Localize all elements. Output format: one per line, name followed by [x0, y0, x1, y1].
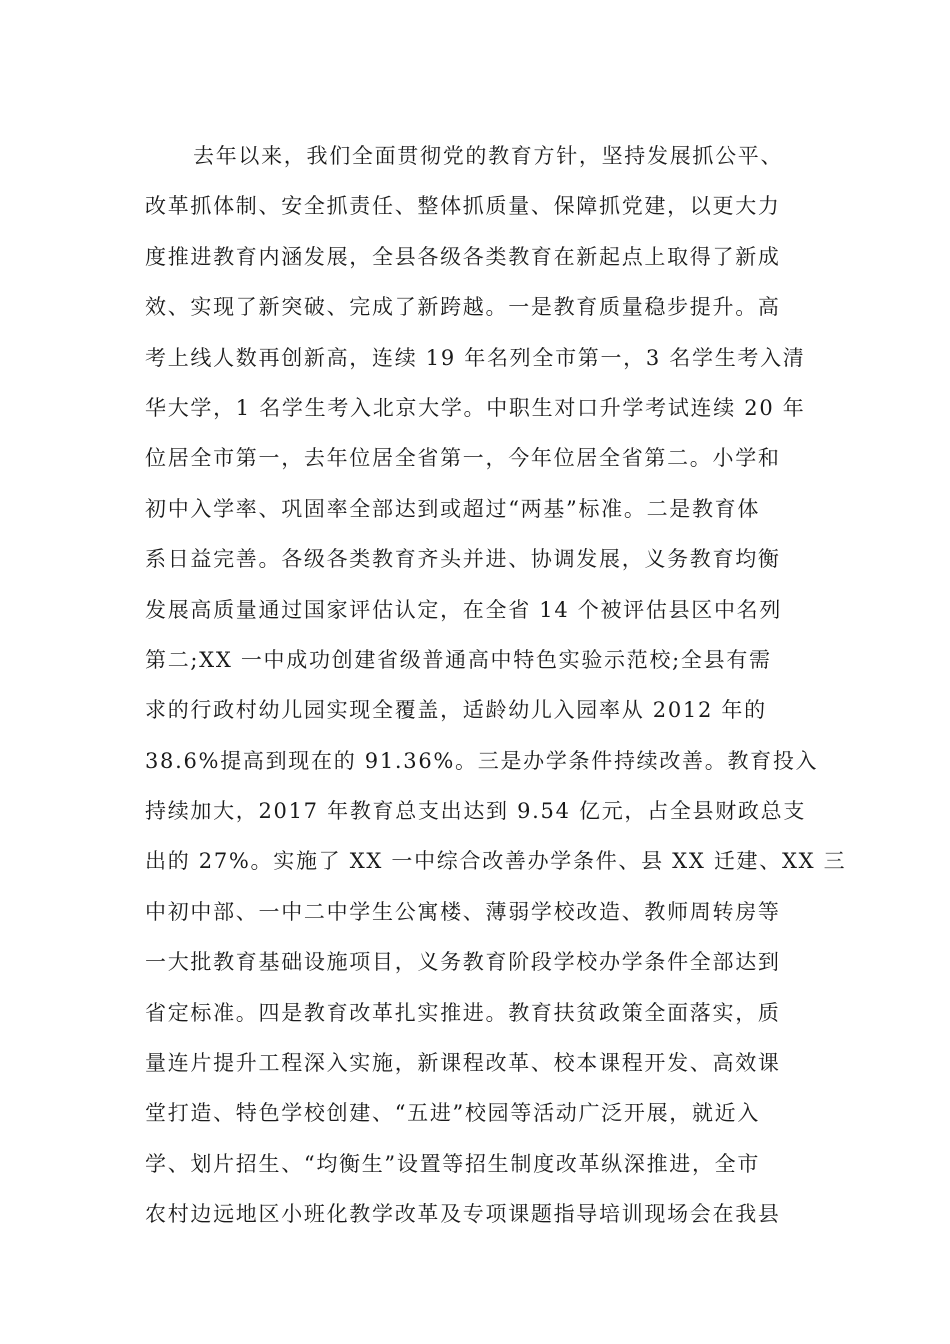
- paragraph-line: 量连片提升工程深入实施，新课程改革、校本课程开发、高效课: [145, 1051, 781, 1076]
- paragraph-line: 出的 27%。实施了 XX 一中综合改善办学条件、县 XX 迁建、XX 三: [145, 849, 847, 874]
- paragraph-line: 省定标准。四是教育改革扎实推进。教育扶贫政策全面落实，质: [145, 1000, 781, 1025]
- paragraph-line: 效、实现了新突破、完成了新跨越。一是教育质量稳步提升。高: [145, 295, 781, 320]
- paragraph-line: 堂打造、特色学校创建、“五进”校园等活动广泛开展，就近入: [145, 1101, 761, 1126]
- paragraph-line: 系日益完善。各级各类教育齐头并进、协调发展，义务教育均衡: [145, 547, 781, 572]
- paragraph-line: 持续加大，2017 年教育总支出达到 9.54 亿元，占全县财政总支: [145, 799, 807, 824]
- paragraph-line: 度推进教育内涵发展，全县各级各类教育在新起点上取得了新成: [145, 244, 781, 269]
- paragraph-line: 考上线人数再创新高，连续 19 年名列全市第一，3 名学生考入清: [145, 345, 806, 370]
- paragraph-line: 发展高质量通过国家评估认定，在全省 14 个被评估县区中名列: [145, 597, 783, 622]
- paragraph-line: 位居全市第一，去年位居全省第一，今年位居全省第二。小学和: [145, 446, 781, 471]
- paragraph-line: 中初中部、一中二中学生公寓楼、薄弱学校改造、教师周转房等: [145, 899, 781, 924]
- paragraph-line: 华大学，1 名学生考入北京大学。中职生对口升学考试连续 20 年: [145, 395, 806, 420]
- body-paragraph: [145, 131, 847, 1240]
- paragraph-line: 改革抓体制、安全抓责任、整体抓质量、保障抓党建，以更大力: [145, 194, 781, 219]
- paragraph-line: 农村边远地区小班化教学改革及专项课题指导培训现场会在我县: [145, 1202, 781, 1227]
- paragraph-line: 一大批教育基础设施项目，义务教育阶段学校办学条件全部达到: [145, 950, 781, 975]
- paragraph-line: 第二;XX 一中成功创建省级普通高中特色实验示范校;全县有需: [145, 647, 772, 672]
- paragraph-line: 去年以来，我们全面贯彻党的教育方针，坚持发展抓公平、: [193, 144, 784, 168]
- paragraph-line: 38.6%提高到现在的 91.36%。三是办学条件持续改善。教育投入: [145, 748, 819, 773]
- paragraph-line: 求的行政村幼儿园实现全覆盖，适龄幼儿入园率从 2012 年的: [145, 698, 767, 723]
- paragraph-line: 学、划片招生、“均衡生”设置等招生制度改革纵深推进，全市: [145, 1151, 761, 1176]
- paragraph-line: 初中入学率、巩固率全部达到或超过“两基”标准。二是教育体: [145, 496, 761, 521]
